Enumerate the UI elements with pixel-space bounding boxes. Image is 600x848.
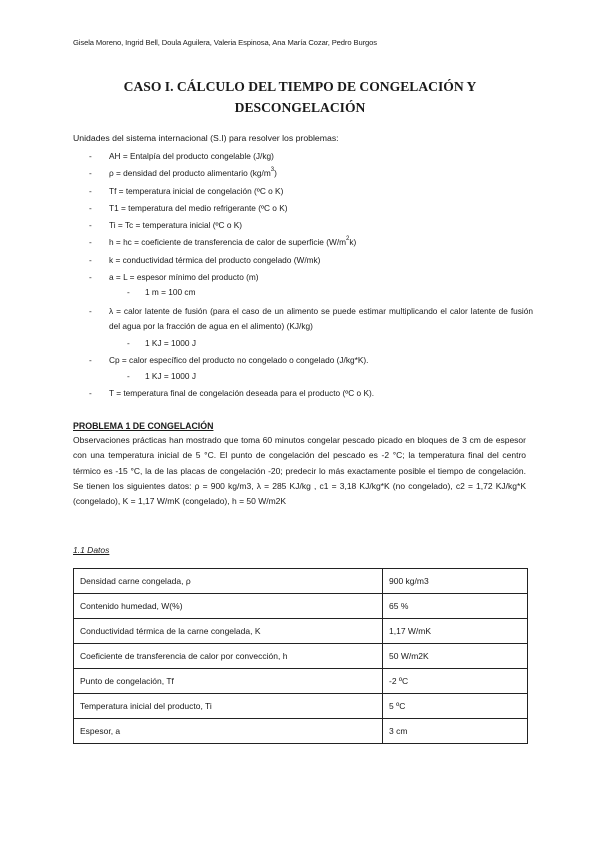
table-cell-label: Punto de congelación, Tf <box>74 669 383 694</box>
unit-item-h: - h = hc = coeficiente de transferencia de calor de superficie $(W/m^2k)$ <box>89 236 357 248</box>
table-cell-value: -2 ºC <box>383 669 528 694</box>
data-section-label: 1.1 Datos <box>73 545 110 555</box>
unit-item-final-temp: - T = temperatura final de congelación deseada para el producto (ºC o K). <box>89 387 375 398</box>
document-title <box>40 76 560 118</box>
unit-subitem-meter: - 1 m = 100 cm <box>127 287 196 298</box>
document-header-authors: Gisela Moreno, Ingrid Bell, Doula Aguilera, Valeria Espinosa, Ana María Cozar, Pedro Burgos <box>73 38 377 47</box>
data-table <box>73 568 528 744</box>
table-row <box>74 719 528 744</box>
units-intro: Unidades del sistema internacional (S.I) para resolver los problemas: <box>73 133 339 143</box>
table-cell-label: Espesor, a <box>74 719 383 744</box>
unit-subitem-kj-1: - 1 KJ = 1000 J <box>127 337 196 348</box>
table-cell-value: 1,17 W/mK <box>383 619 528 644</box>
unit-item-density: - ρ = densidad del producto alimentario $(kg/m^3)$ <box>89 167 277 179</box>
table-cell-label: Densidad carne congelada, ρ <box>74 569 383 594</box>
table-row <box>74 594 528 619</box>
table-row <box>74 569 528 594</box>
unit-item-tf: - Tf = temperatura inicial de congelación (ºC o K) <box>89 185 284 196</box>
table-row <box>74 694 528 719</box>
unit-item-enthalpy: - AH = Entalpía del producto congelable (J/kg) <box>89 151 274 161</box>
table-row <box>74 669 528 694</box>
table-cell-label: Conductividad térmica de la carne congelada, K <box>74 619 383 644</box>
table-cell-label: Temperatura inicial del producto, Ti <box>74 694 383 719</box>
unit-item-k: - k = conductividad térmica del producto congelado (W/mk) <box>89 254 321 265</box>
unit-item-cp: - Cp = calor específico del producto no congelado o congelado (J/kg*K). <box>89 355 369 366</box>
table-cell-value: 65 % <box>383 594 528 619</box>
table-row <box>74 619 528 644</box>
unit-item-latent-heat: - λ = calor latente de fusión (para el caso de un alimento se puede estimar multiplicando el calor latente de fusión del agua por la fracción de agua en el alimento) (KJ/kg) <box>89 305 533 331</box>
problem-1-heading: PROBLEMA 1 DE CONGELACIÓN <box>73 421 214 431</box>
units-list <box>73 150 533 404</box>
table-cell-label: Coeficiente de transferencia de calor por convección, h <box>74 644 383 669</box>
table-cell-value: 3 cm <box>383 719 528 744</box>
title-line-2: DESCONGELACIÓN <box>234 100 366 115</box>
table-cell-label: Contenido humedad, W(%) <box>74 594 383 619</box>
problem-1-statement: Observaciones prácticas han mostrado que toma 60 minutos congelar pescado picado en bloques de 3 cm de espesor con una temperatura inicial de 5 °C. El punto de congelación del pescado es -2 °C; la temperatura final del centro térmico es -15 °C, la de las placas de congelación -20; predecir lo más exactamente posible el tiempo de congelación. Se tienen los siguientes datos: ρ = 900 kg/m3, λ = 285 KJ/kg , c1 = 3,18 KJ/kg*K (no congelado), c2 = 1,72 KJ/kg*K (congelado), K = 1,17 W/mK (congelado), h = 50 W/m2K <box>73 435 526 507</box>
unit-subitem-kj-2: - 1 KJ = 1000 J <box>127 370 196 381</box>
unit-item-ti: - Ti = Tc = temperatura inicial (ºC o K) <box>89 220 243 231</box>
table-cell-value: 900 kg/m3 <box>383 569 528 594</box>
unit-item-thickness: - a = L = espesor mínimo del producto (m) <box>89 272 259 283</box>
table-row <box>74 644 528 669</box>
title-line-1: CASO I. CÁLCULO DEL TIEMPO DE CONGELACIÓN Y <box>123 79 477 94</box>
table-cell-value: 5 ºC <box>383 694 528 719</box>
unit-item-t1: - T1 = temperatura del medio refrigerante (ºC o K) <box>89 202 288 213</box>
table-cell-value: 50 W/m2K <box>383 644 528 669</box>
